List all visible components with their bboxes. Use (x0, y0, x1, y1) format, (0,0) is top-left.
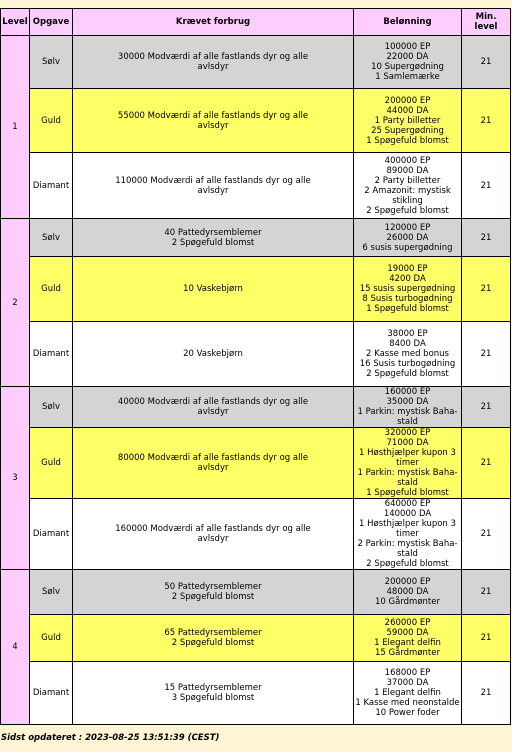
belonning-line: 10 Gårdmønter (375, 597, 440, 607)
belonning-line: 8400 DA (389, 339, 426, 349)
forbrug-line: avlsdyr (197, 463, 229, 473)
belonning-line: 400000 EP (384, 155, 431, 166)
belonning-line: 15 Gårdmønter (375, 648, 440, 658)
forbrug-cell (73, 615, 354, 662)
opgave-cell: Diamant (30, 499, 73, 570)
belonning-line: 260000 EP (384, 618, 431, 628)
belonning-line: 10 Power foder (375, 708, 440, 718)
forbrug-line: 15 Pattedyrsemblemer (164, 683, 262, 693)
forbrug-cell (73, 428, 354, 499)
last-updated: Sidst opdateret : 2023-08-25 13:51:39 (CEST) (1, 733, 220, 743)
table-row (1, 428, 511, 499)
belonning-line: 1 Spøgefuld blomst (366, 304, 449, 314)
belonning-line: 2 Spøgefuld blomst (366, 559, 449, 569)
forbrug-line: 40 Pattedyrsemblemer (164, 227, 262, 238)
belonning-line: stald (397, 478, 418, 488)
belonning-line: 71000 DA (386, 438, 429, 448)
forbrug-cell (73, 322, 354, 387)
belonning-line: 35000 DA (386, 397, 429, 407)
opgave-cell: Diamant (30, 153, 73, 219)
opgave-cell: Sølv (30, 36, 73, 89)
table-row (1, 89, 511, 153)
min-level-cell: 21 (462, 36, 511, 89)
belonning-cell (354, 322, 462, 387)
belonning-line: timer (396, 529, 419, 539)
belonning-line: 2 Parkin: mystisk Baha- (357, 539, 458, 549)
belonning-cell (354, 219, 462, 257)
belonning-line: 16 Susis turbogødning (359, 359, 456, 369)
belonning-line: 2 Spøgefuld blomst (366, 369, 449, 379)
opgave-cell: Sølv (30, 219, 73, 257)
belonning-line: stikling (392, 195, 423, 206)
forbrug-cell (73, 387, 354, 428)
forbrug-line: 2 Spøgefuld blomst (171, 638, 255, 648)
belonning-line: 15 susis supergødning (359, 284, 456, 294)
belonning-line: 2 Kasse med bonus (366, 349, 449, 359)
header-min-level: Min. level (462, 9, 511, 36)
forbrug-line: 3 Spøgefuld blomst (171, 693, 255, 703)
level-cell: 3 (1, 387, 30, 570)
forbrug-line: 110000 Modværdi af alle fastlands dyr og alle (115, 175, 311, 186)
table-row (1, 570, 511, 615)
table-row (1, 153, 511, 219)
min-level-cell: 21 (462, 428, 511, 499)
belonning-line: 4200 DA (389, 274, 426, 284)
table-row (1, 322, 511, 387)
forbrug-line: 40000 Modværdi af alle fastlands dyr og alle (117, 397, 309, 407)
belonning-line: 200000 EP (384, 95, 431, 106)
belonning-line: 38000 EP (387, 329, 428, 339)
belonning-line: timer (396, 458, 419, 468)
forbrug-cell (73, 570, 354, 615)
forbrug-cell (73, 36, 354, 89)
forbrug-cell (73, 219, 354, 257)
belonning-line: 1 Elegant delfin (374, 638, 441, 648)
belonning-line: 100000 EP (384, 42, 431, 52)
min-level-cell: 21 (462, 89, 511, 153)
belonning-line: 1 Parkin: mystisk Baha- (357, 468, 458, 478)
forbrug-line: avlsdyr (197, 62, 229, 72)
belonning-line: 1 Parkin: mystisk Baha- (357, 407, 458, 417)
belonning-cell (354, 89, 462, 153)
min-level-cell: 21 (462, 257, 511, 322)
belonning-line: 1 Høsthjælper kupon 3 (359, 519, 456, 529)
belonning-cell (354, 499, 462, 570)
belonning-line: 59000 DA (386, 628, 429, 638)
forbrug-line: 2 Spøgefuld blomst (171, 237, 255, 248)
belonning-line: stald (397, 417, 418, 427)
header-level: Level (1, 9, 30, 36)
forbrug-line: avlsdyr (197, 120, 229, 131)
forbrug-line: avlsdyr (197, 185, 229, 196)
min-level-cell: 21 (462, 387, 511, 428)
table-row (1, 257, 511, 322)
table-header-row (1, 9, 511, 36)
belonning-line: 2 Amazonit: mystisk (364, 185, 451, 196)
opgave-cell: Sølv (30, 570, 73, 615)
opgave-cell: Diamant (30, 322, 73, 387)
belonning-line: 1 Samlemærke (375, 72, 440, 82)
belonning-line: 37000 DA (386, 678, 429, 688)
forbrug-cell (73, 662, 354, 725)
forbrug-line: avlsdyr (197, 407, 229, 417)
forbrug-cell (73, 257, 354, 322)
belonning-cell (354, 257, 462, 322)
belonning-cell (354, 662, 462, 725)
table-row (1, 662, 511, 725)
belonning-line: 2 Party billetter (374, 175, 441, 186)
forbrug-line: 30000 Modværdi af alle fastlands dyr og alle (117, 52, 309, 62)
belonning-line: stald (397, 549, 418, 559)
belonning-line: 320000 EP (384, 428, 431, 438)
forbrug-line: 2 Spøgefuld blomst (171, 592, 255, 602)
forbrug-line: 80000 Modværdi af alle fastlands dyr og alle (117, 453, 309, 463)
belonning-line: 1 Party billetter (374, 115, 441, 126)
opgave-cell: Diamant (30, 662, 73, 725)
belonning-cell (354, 387, 462, 428)
belonning-line: 8 Susis turbogødning (362, 294, 453, 304)
opgave-cell: Guld (30, 428, 73, 499)
table-row (1, 36, 511, 89)
belonning-line: 160000 EP (384, 387, 431, 397)
level-cell: 2 (1, 219, 30, 387)
table-row (1, 615, 511, 662)
belonning-cell (354, 428, 462, 499)
belonning-line: 640000 EP (384, 499, 431, 509)
forbrug-line: 160000 Modværdi af alle fastlands dyr og alle (115, 524, 311, 534)
min-level-cell: 21 (462, 153, 511, 219)
belonning-line: 48000 DA (386, 587, 429, 597)
table-row (1, 219, 511, 257)
belonning-line: 10 Supergødning (371, 62, 444, 72)
forbrug-cell (73, 153, 354, 219)
min-level-cell: 21 (462, 219, 511, 257)
belonning-line: 1 Elegant delfin (374, 688, 441, 698)
belonning-line: 6 susis supergødning (362, 242, 453, 253)
opgave-cell: Guld (30, 615, 73, 662)
belonning-line: 22000 DA (386, 52, 429, 62)
min-level-cell: 21 (462, 322, 511, 387)
belonning-line: 1 Spøgefuld blomst (366, 135, 449, 146)
belonning-line: 1 Kasse med neonstalde (355, 698, 460, 708)
belonning-line: 26000 DA (386, 232, 429, 243)
forbrug-cell (73, 499, 354, 570)
forbrug-line: 20 Vaskebjørn (183, 349, 243, 359)
forbrug-cell (73, 89, 354, 153)
belonning-line: 1 Høsthjælper kupon 3 (359, 448, 456, 458)
forbrug-line: 10 Vaskebjørn (183, 284, 243, 294)
belonning-cell (354, 153, 462, 219)
belonning-cell (354, 570, 462, 615)
belonning-cell (354, 36, 462, 89)
level-cell: 4 (1, 570, 30, 725)
header-opgave: Opgave (30, 9, 73, 36)
belonning-line: 200000 EP (384, 577, 431, 587)
belonning-line: 120000 EP (384, 222, 431, 233)
min-level-cell: 21 (462, 615, 511, 662)
belonning-line: 168000 EP (384, 668, 431, 678)
belonning-cell (354, 615, 462, 662)
belonning-line: 19000 EP (387, 264, 428, 274)
header-belonning: Belønning (354, 9, 462, 36)
forbrug-line: 50 Pattedyrsemblemer (164, 582, 262, 592)
forbrug-line: avlsdyr (197, 534, 229, 544)
belonning-line: 44000 DA (386, 105, 429, 116)
rewards-table (0, 8, 511, 725)
opgave-cell: Guld (30, 89, 73, 153)
min-level-cell: 21 (462, 570, 511, 615)
min-level-cell: 21 (462, 662, 511, 725)
opgave-cell: Sølv (30, 387, 73, 428)
header-forbrug: Krævet forbrug (73, 9, 354, 36)
belonning-line: 1 Spøgefuld blomst (366, 488, 449, 498)
belonning-line: 89000 DA (386, 165, 429, 176)
table-row (1, 387, 511, 428)
belonning-line: 25 Supergødning (371, 125, 444, 136)
forbrug-line: 65 Pattedyrsemblemer (164, 628, 262, 638)
level-cell: 1 (1, 36, 30, 219)
table-row (1, 499, 511, 570)
belonning-line: 140000 DA (383, 509, 432, 519)
min-level-cell: 21 (462, 499, 511, 570)
belonning-line: 2 Spøgefuld blomst (366, 205, 449, 216)
forbrug-line: 55000 Modværdi af alle fastlands dyr og alle (117, 110, 309, 121)
opgave-cell: Guld (30, 257, 73, 322)
